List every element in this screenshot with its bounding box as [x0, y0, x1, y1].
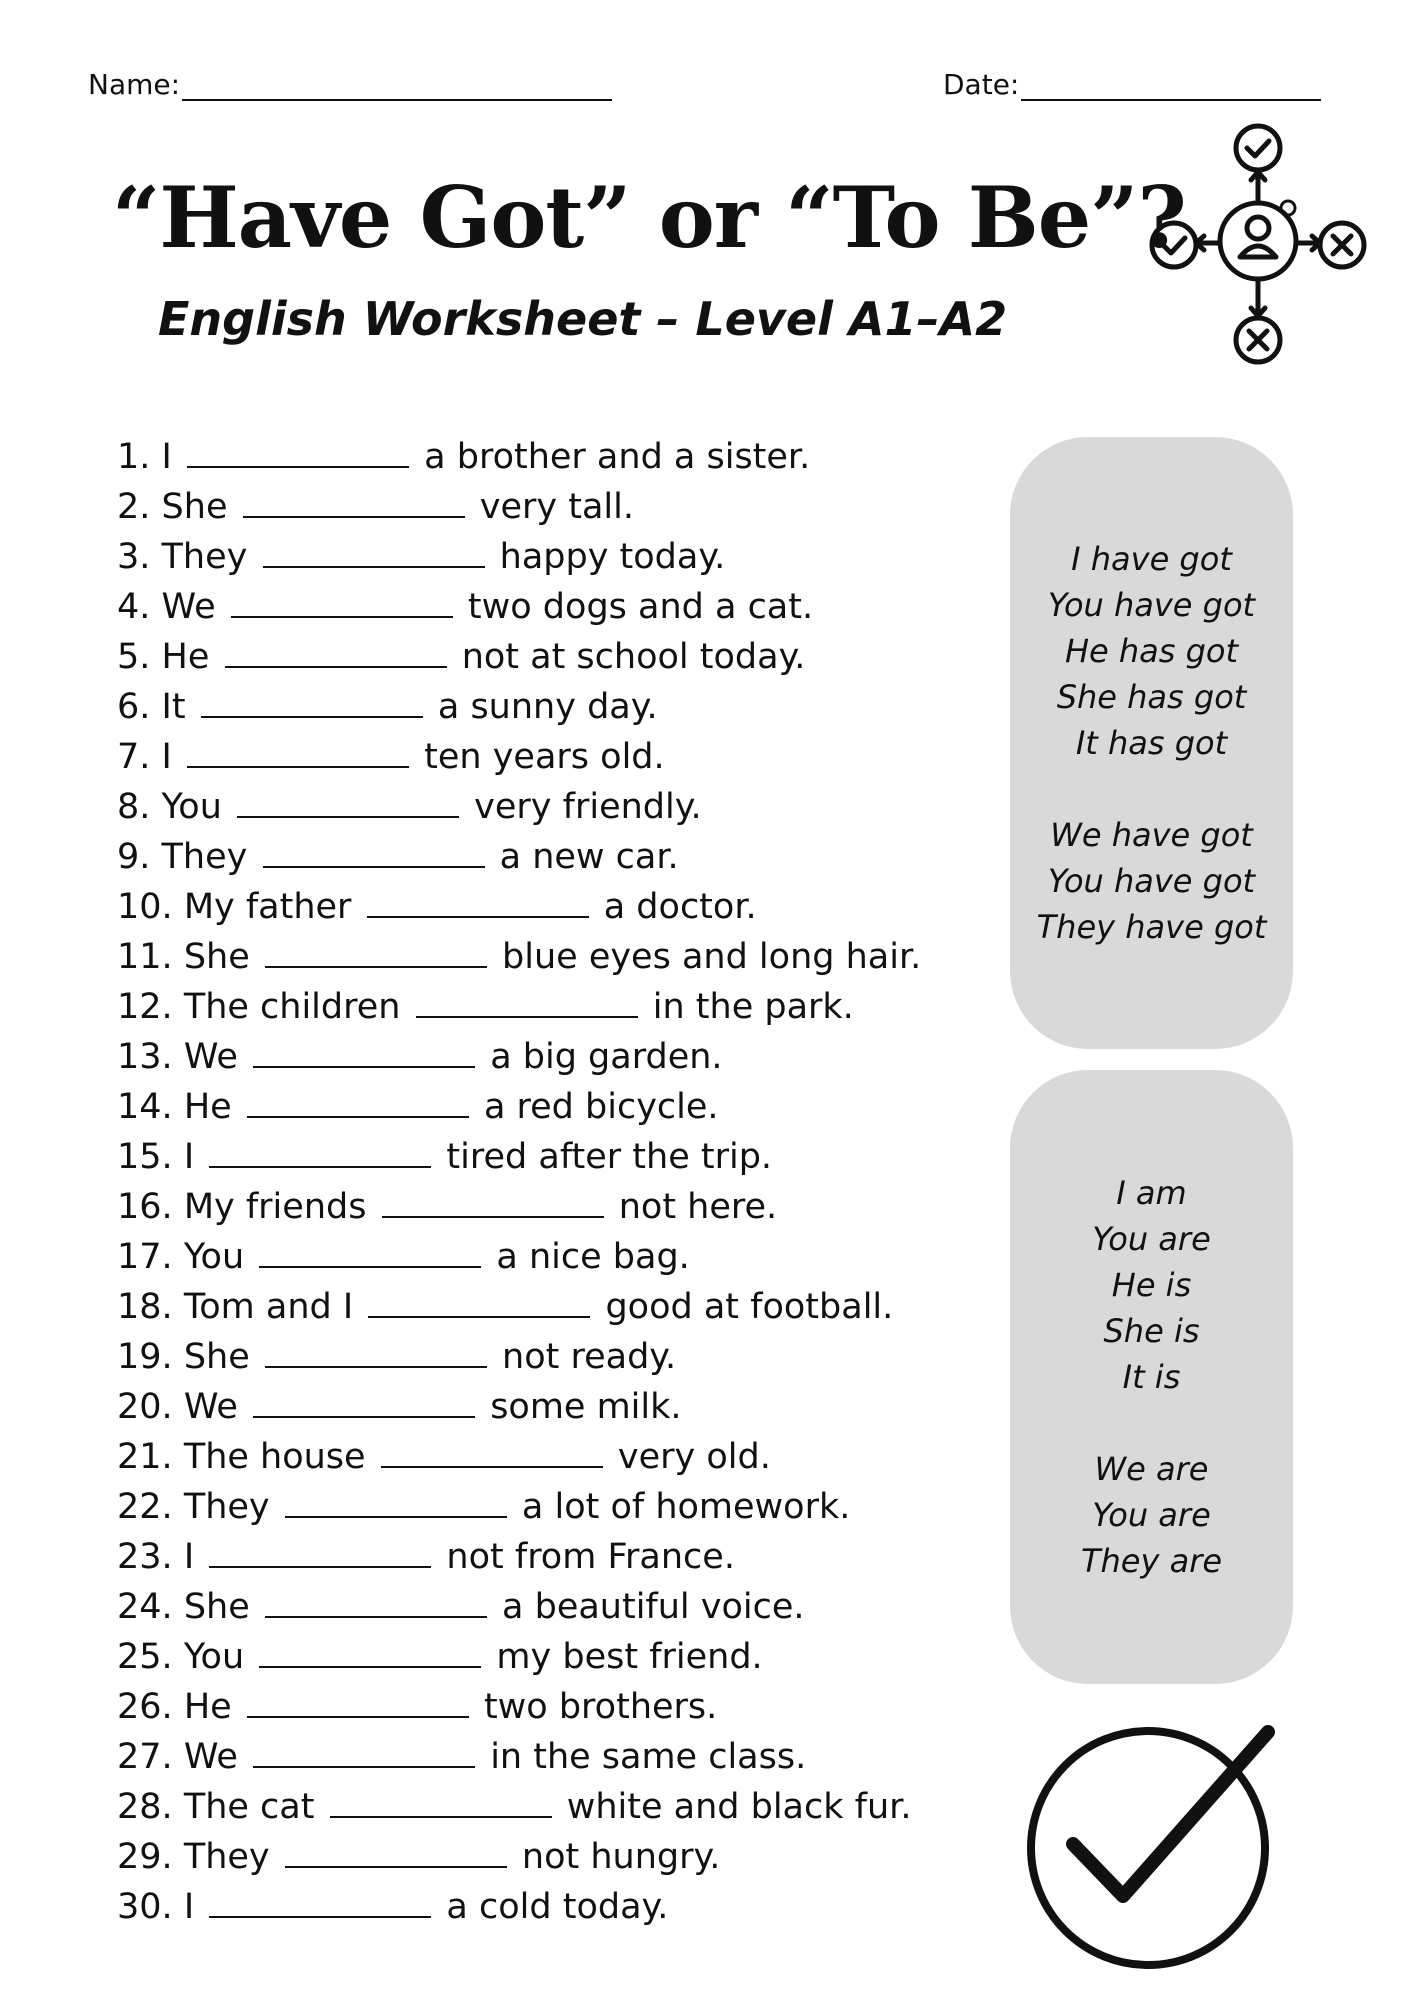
question-subject: She	[183, 1587, 250, 1627]
question-item	[117, 1082, 921, 1132]
answer-blank[interactable]	[263, 534, 485, 568]
answer-blank[interactable]	[259, 1634, 481, 1668]
question-rest: not at school today.	[461, 637, 806, 677]
question-subject: You	[183, 1237, 245, 1277]
answer-blank[interactable]	[285, 1484, 507, 1518]
question-item	[117, 732, 921, 782]
question-subject: They	[161, 537, 248, 577]
have-got-line: He has got	[1064, 632, 1239, 670]
question-number: 30.	[117, 1887, 173, 1927]
question-number: 29.	[117, 1837, 173, 1877]
answer-blank[interactable]	[263, 834, 485, 868]
question-subject: I	[183, 1537, 195, 1577]
to-be-box	[1010, 1070, 1293, 1684]
answer-blank[interactable]	[247, 1684, 469, 1718]
have-got-line: I have got	[1071, 540, 1232, 578]
question-subject: He	[161, 637, 210, 677]
have-got-box	[1010, 437, 1293, 1049]
question-rest: two dogs and a cat.	[467, 587, 814, 627]
answer-blank[interactable]	[367, 884, 589, 918]
answer-blank[interactable]	[253, 1384, 475, 1418]
name-label: Name:	[88, 68, 181, 101]
answer-blank[interactable]	[209, 1534, 431, 1568]
question-item	[117, 682, 921, 732]
question-subject: She	[161, 487, 228, 527]
answer-blank[interactable]	[243, 484, 465, 518]
question-number: 11.	[117, 937, 173, 977]
question-rest: a nice bag.	[496, 1237, 690, 1277]
question-rest: ten years old.	[424, 737, 665, 777]
question-number: 18.	[117, 1287, 173, 1327]
question-subject: You	[161, 787, 222, 827]
question-item	[117, 1282, 921, 1332]
to-be-line: We are	[1094, 1450, 1209, 1488]
question-subject: We	[183, 1387, 238, 1427]
answer-blank[interactable]	[381, 1434, 603, 1468]
question-number: 12.	[117, 987, 173, 1027]
question-subject: We	[161, 587, 216, 627]
question-number: 10.	[117, 887, 173, 927]
question-item	[117, 1532, 921, 1582]
question-item	[117, 532, 921, 582]
question-number: 4.	[117, 587, 151, 627]
question-item	[117, 882, 921, 932]
question-item	[117, 1332, 921, 1382]
to-be-line: They are	[1080, 1542, 1223, 1580]
worksheet-title: “Have Got” or “To Be”?	[112, 168, 1186, 267]
question-subject: The house	[183, 1437, 366, 1477]
question-rest: a big garden.	[490, 1037, 723, 1077]
to-be-line: She is	[1103, 1312, 1200, 1350]
answer-blank[interactable]	[253, 1034, 475, 1068]
to-be-line: It is	[1122, 1358, 1181, 1396]
question-number: 28.	[117, 1787, 173, 1827]
name-field[interactable]	[88, 68, 612, 101]
question-number: 26.	[117, 1687, 173, 1727]
answer-blank[interactable]	[247, 1084, 469, 1118]
question-subject: I	[183, 1137, 195, 1177]
check-circle-icon	[1025, 1718, 1281, 1974]
question-item	[117, 482, 921, 532]
have-got-line: You have got	[1047, 862, 1256, 900]
question-subject: They	[183, 1837, 270, 1877]
question-subject: My friends	[183, 1187, 367, 1227]
worksheet-subtitle: English Worksheet – Level A1–A2	[158, 292, 1008, 346]
question-rest: a red bicycle.	[483, 1087, 719, 1127]
question-item	[117, 1782, 921, 1832]
question-number: 7.	[117, 737, 151, 777]
question-item	[117, 1182, 921, 1232]
question-subject: I	[161, 437, 172, 477]
question-number: 21.	[117, 1437, 173, 1477]
question-rest: in the same class.	[490, 1737, 807, 1777]
question-item	[117, 1882, 921, 1932]
to-be-line: I am	[1116, 1174, 1187, 1212]
decision-person-icon	[1148, 120, 1368, 370]
question-rest: a cold today.	[446, 1887, 669, 1927]
question-item	[117, 1682, 921, 1732]
question-subject: My father	[183, 887, 352, 927]
question-number: 22.	[117, 1487, 173, 1527]
answer-blank[interactable]	[368, 1284, 590, 1318]
question-item	[117, 432, 921, 482]
have-got-line: You have got	[1047, 586, 1256, 624]
question-subject: You	[183, 1637, 245, 1677]
question-number: 6.	[117, 687, 151, 727]
question-subject: The cat	[183, 1787, 315, 1827]
question-number: 3.	[117, 537, 151, 577]
question-number: 9.	[117, 837, 151, 877]
question-rest: not from France.	[446, 1537, 735, 1577]
question-rest: happy today.	[499, 537, 726, 577]
answer-blank[interactable]	[201, 684, 423, 718]
question-rest: my best friend.	[496, 1637, 763, 1677]
question-item	[117, 1482, 921, 1532]
have-got-line: They have got	[1036, 908, 1267, 946]
to-be-line: You are	[1092, 1496, 1211, 1534]
question-item	[117, 982, 921, 1032]
question-rest: not ready.	[502, 1337, 677, 1377]
question-item	[117, 1382, 921, 1432]
to-be-line: You are	[1092, 1220, 1211, 1258]
answer-blank[interactable]	[253, 1734, 475, 1768]
question-rest: a new car.	[499, 837, 679, 877]
question-subject: The children	[183, 987, 401, 1027]
question-rest: very tall.	[479, 487, 634, 527]
question-item	[117, 1632, 921, 1682]
name-line[interactable]	[182, 71, 612, 101]
question-rest: very friendly.	[474, 787, 702, 827]
question-rest: very old.	[617, 1437, 771, 1477]
to-be-line: He is	[1111, 1266, 1192, 1304]
question-item	[117, 832, 921, 882]
question-list	[117, 432, 921, 1932]
question-rest: some milk.	[490, 1387, 682, 1427]
question-rest: two brothers.	[483, 1687, 718, 1727]
question-subject: Tom and I	[183, 1287, 354, 1327]
question-number: 13.	[117, 1037, 173, 1077]
answer-blank[interactable]	[187, 734, 409, 768]
question-item	[117, 632, 921, 682]
question-number: 23.	[117, 1537, 173, 1577]
answer-blank[interactable]	[265, 1334, 487, 1368]
question-item	[117, 582, 921, 632]
question-subject: I	[161, 737, 172, 777]
date-line[interactable]	[1021, 71, 1321, 101]
question-item	[117, 932, 921, 982]
question-rest: a doctor.	[603, 887, 757, 927]
question-number: 25.	[117, 1637, 173, 1677]
question-number: 8.	[117, 787, 151, 827]
answer-blank[interactable]	[285, 1834, 507, 1868]
answer-blank[interactable]	[416, 984, 638, 1018]
question-rest: in the park.	[652, 987, 854, 1027]
question-subject: They	[161, 837, 248, 877]
question-subject: They	[183, 1487, 270, 1527]
question-rest: not here.	[618, 1187, 778, 1227]
question-subject: She	[183, 1337, 250, 1377]
question-rest: a lot of homework.	[521, 1487, 851, 1527]
date-field[interactable]	[943, 68, 1321, 101]
answer-blank[interactable]	[225, 634, 447, 668]
question-number: 27.	[117, 1737, 173, 1777]
question-number: 14.	[117, 1087, 173, 1127]
answer-blank[interactable]	[259, 1234, 481, 1268]
question-number: 17.	[117, 1237, 173, 1277]
question-item	[117, 1732, 921, 1782]
answer-blank[interactable]	[187, 434, 409, 468]
have-got-line: We have got	[1050, 816, 1253, 854]
have-got-line: She has got	[1056, 678, 1247, 716]
question-subject: We	[183, 1737, 238, 1777]
question-number: 19.	[117, 1337, 173, 1377]
question-rest: blue eyes and long hair.	[502, 937, 922, 977]
answer-blank[interactable]	[265, 1584, 487, 1618]
question-rest: a sunny day.	[437, 687, 658, 727]
answer-blank[interactable]	[231, 584, 453, 618]
question-subject: She	[183, 937, 250, 977]
answer-blank[interactable]	[209, 1134, 431, 1168]
question-number: 1.	[117, 437, 151, 477]
question-subject: We	[183, 1037, 238, 1077]
question-item	[117, 1032, 921, 1082]
question-number: 16.	[117, 1187, 173, 1227]
question-number: 20.	[117, 1387, 173, 1427]
question-rest: a beautiful voice.	[502, 1587, 805, 1627]
answer-blank[interactable]	[209, 1884, 431, 1918]
question-item	[117, 1132, 921, 1182]
question-rest: not hungry.	[521, 1837, 721, 1877]
question-item	[117, 782, 921, 832]
have-got-line: It has got	[1075, 724, 1228, 762]
question-item	[117, 1832, 921, 1882]
answer-blank[interactable]	[330, 1784, 552, 1818]
question-subject: It	[161, 687, 186, 727]
question-item	[117, 1432, 921, 1482]
date-label: Date:	[943, 68, 1020, 101]
answer-blank[interactable]	[382, 1184, 604, 1218]
question-item	[117, 1232, 921, 1282]
question-rest: tired after the trip.	[446, 1137, 773, 1177]
question-rest: good at football.	[605, 1287, 894, 1327]
question-number: 2.	[117, 487, 151, 527]
question-rest: white and black fur.	[566, 1787, 912, 1827]
question-number: 15.	[117, 1137, 173, 1177]
answer-blank[interactable]	[237, 784, 459, 818]
question-item	[117, 1582, 921, 1632]
question-number: 5.	[117, 637, 151, 677]
question-rest: a brother and a sister.	[424, 437, 811, 477]
question-number: 24.	[117, 1587, 173, 1627]
answer-blank[interactable]	[265, 934, 487, 968]
question-subject: I	[183, 1887, 195, 1927]
question-subject: He	[183, 1687, 232, 1727]
question-subject: He	[183, 1087, 232, 1127]
